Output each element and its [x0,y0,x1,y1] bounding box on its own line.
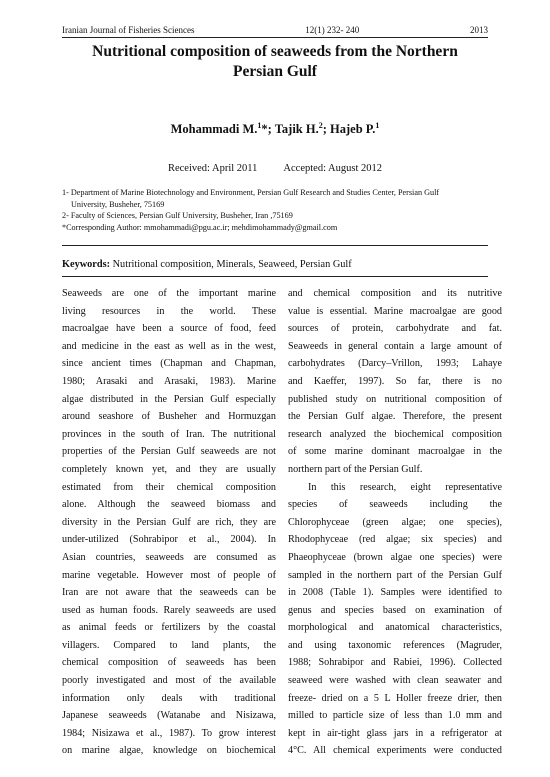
body-text-line: poorly investigated and most of the available [62,675,276,687]
body-text-line: 4°C. All chemical experiments were conducted [288,745,502,757]
body-text-line: and using taxonomic references (Magruder, [288,639,502,651]
body-text-line: 1984; Nisizawa et al., 1987). To grow interest [62,727,276,739]
volume-pages: 12(1) 232- 240 [305,25,360,35]
publication-year: 2013 [470,25,488,35]
author-list [60,121,490,137]
body-text-line: Seaweeds are one of the important marine [62,288,276,299]
body-text-line: morphological and anatomical characteristics, [288,622,502,634]
body-text-line: species of seaweeds including the [288,499,502,511]
title-line: Nutritional composition of seaweeds from the Northern [92,43,458,60]
body-text-line: northern part of the Persian Gulf. [288,463,423,475]
title-line: Persian Gulf [233,63,317,80]
journal-name: Iranian Journal of Fisheries Sciences [62,25,195,35]
body-text-line: published study on nutritional composition of [288,393,502,405]
body-text-line: Iran are not aware that the seaweeds can be [62,587,276,599]
body-text-line: Rhodophyceae (red algae; six species) and [288,534,502,546]
affiliation-line: 2- Faculty of Sciences, Persian Gulf University, Busheher, Iran ,75169 [62,211,293,221]
body-text-line: chemical composition of seaweeds has been [62,657,276,669]
body-text-line: used as human foods. Rarely seaweeds are used [62,604,276,616]
body-text-line: carbohydrates (Darcy–Vrillon, 1993; Lahaye [288,358,502,370]
body-text-line: research analyzed the biochemical composition [288,428,502,440]
body-text-line: kept in air-tight glass jars in a refrigerator at [288,727,502,739]
author-name: Tajik H. [274,122,319,137]
corresponding-author-line: *Corresponding Author: mmohammadi@pgu.ac.ir; mehdimohammady@gmail.com [62,222,338,232]
body-text-line: genus and species based on examination of [288,604,502,616]
body-text-line: macroalgae have been a source of food, feed [62,323,276,335]
body-text-line: under-utilized (Sohrabipor et al., 2004). In [62,534,276,546]
divider [62,276,488,277]
affiliations [62,187,488,233]
author-affiliation-mark: 2 [318,121,323,130]
body-text-line: milled to particle size of less than 1.0 mm and [288,710,502,722]
body-text-line: provinces in the south of Iran. The nutritional [62,428,276,440]
body-text-line: value is essential. Marine macroalgae are good [288,305,502,317]
affiliation-line: University, Busheher, 75169 [71,199,165,209]
body-text-line: since ancient times (Chapman and Chapman, [62,358,276,370]
corresponding-mark: *; [261,122,275,137]
body-text-line: Asian countries, seaweeds are consumed as [62,551,276,563]
body-text-line: in 2008 (Table 1). Samples were identified to [288,587,502,599]
body-text-line: of some marine dominant macroalgae in the [288,446,502,458]
body-column-left [62,285,276,760]
body-text-line: diversity in the Persian Gulf are rich, they are [62,516,276,528]
body-text-line: Seaweeds in general contain a large amount of [288,340,502,352]
body-text-line: on marine algae, knowledge on biochemical [62,745,276,757]
author-affiliation-mark: 1 [257,121,262,130]
keywords [62,259,488,270]
body-text-line: marine vegetable. However most of people of [62,569,276,581]
submission-dates [60,163,490,174]
body-text-line: algae distributed in the Persian Gulf especially [62,393,276,405]
body-text-line: and medicine in the east as well as in the west, [62,340,276,352]
author-affiliation-mark: 1 [375,121,380,130]
accepted-date: Accepted: August 2012 [283,163,382,174]
body-text-line: and Kaeffer, 1997). So far, there is no [288,375,502,387]
body-text-line: estimated from their chemical composition [62,481,276,493]
body-text-line: and chemical composition and its nutritive [288,288,502,299]
body-text-line: seaweed were washed with clean seawater and [288,675,502,687]
body-text-line: villagers. Compared to land plants, the [62,639,276,651]
divider [62,245,488,246]
body-text-line: living resources in the world. These [62,305,276,317]
body-text-line: Phaeophyceae (brown algae one species) were [288,551,502,563]
body-text-line: completely known yet, and they are usually [62,463,276,475]
paper-title [60,42,490,82]
keywords-text: Nutritional composition, Minerals, Seaweed, Persian Gulf [110,259,352,270]
body-text-line: sampled in the northern part of the Persian Gulf [288,569,502,581]
body-text-line: In this research, eight representative [308,481,502,493]
body-text-line: as animal feeds or fertilizers by the coastal [62,622,276,634]
body-text-line: 1988; Sohrabipor and Rabiei, 1996). Collected [288,657,502,669]
running-header [62,25,488,38]
body-text-line: properties of the Persian Gulf seaweeds are not [62,446,276,458]
keywords-label: Keywords: [62,259,111,270]
body-text-line: alone. Although the seaweed biomass and [62,499,276,511]
body-text-line: sources of protein, carbohydrate and fat. [288,323,502,335]
body-text-line: information only deals with traditional [62,692,276,704]
author-name: Mohammadi M. [170,122,258,137]
author-name: Hajeb P. [330,122,376,137]
body-text-line: 1980; Arasaki and Arasaki, 1983). Marine [62,375,276,387]
body-text-line: around seashore of Busheher and Hormuzgan [62,411,276,423]
body-text-line: freeze- dried on a 5 L Holler freeze drier, then [288,692,502,704]
body-text-line: the Persian Gulf algae. Therefore, the present [288,411,502,423]
body-text-line: Japanese seaweeds (Watanabe and Nisizawa, [62,710,276,722]
received-date: Received: April 2011 [167,163,258,174]
body-column-right [288,285,502,760]
affiliation-line: 1- Department of Marine Biotechnology and Environment, Persian Gulf Research and Studies Center, Persian Gulf [62,188,440,197]
author-separator: ; [322,122,331,137]
body-text-line: Chlorophyceae (green algae; one species), [288,516,502,528]
